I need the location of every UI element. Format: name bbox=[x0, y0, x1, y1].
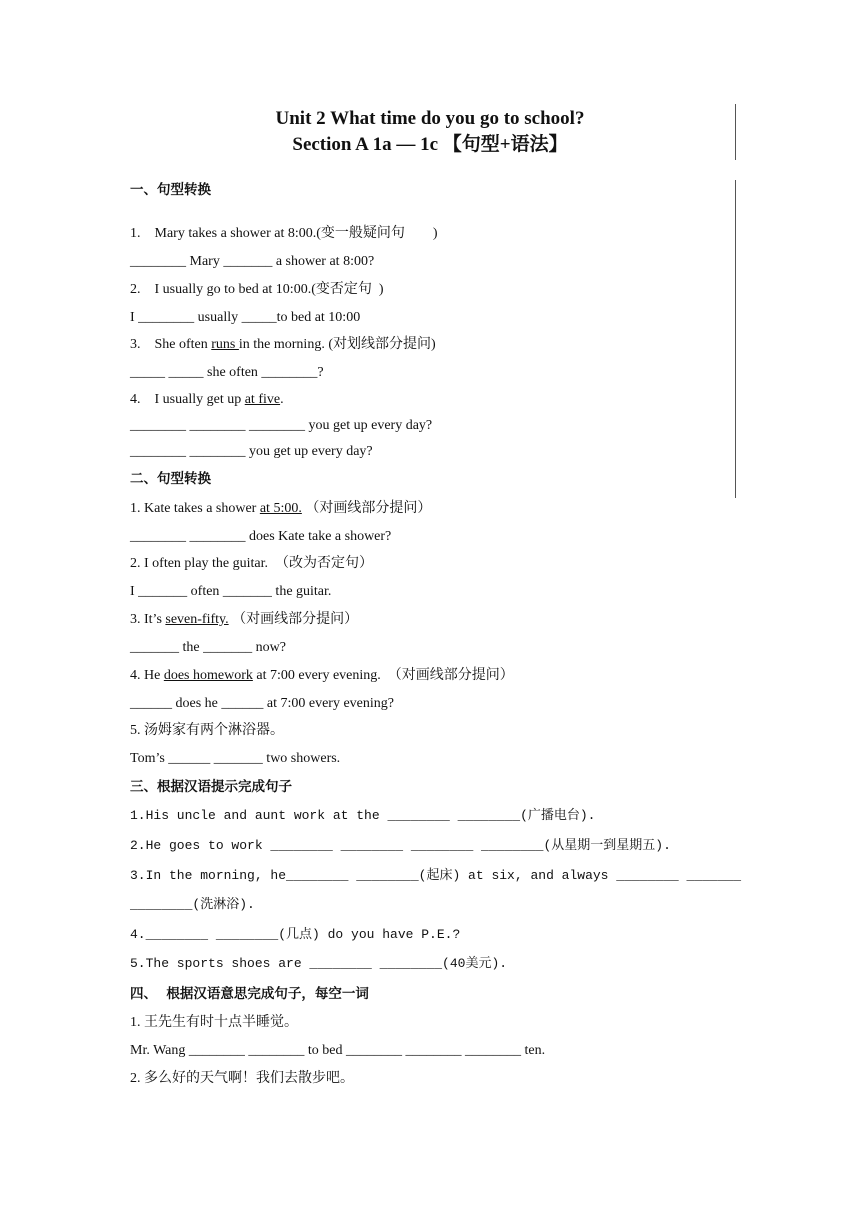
question-1-1: 1. Mary takes a shower at 8:00.(变一般疑问句 ) bbox=[130, 226, 438, 241]
question-1-3-underlined: runs bbox=[211, 337, 239, 352]
section-heading-1: 一、句型转换 bbox=[130, 182, 211, 198]
answer-1-4a: ________ ________ ________ you get up every day? bbox=[130, 418, 433, 433]
page-title: Unit 2 What time do you go to school? bbox=[275, 108, 585, 129]
question-3-3: 3.In the morning, he________ ________(起床) at six, and always ________ _______ bbox=[130, 868, 742, 883]
answer-1-3: _____ _____ she often ________? bbox=[130, 365, 324, 380]
question-3-3-continued: ________(洗淋浴). bbox=[130, 897, 255, 912]
question-2-1-post: （对画线部分提问） bbox=[301, 501, 432, 516]
answer-1-1: ________ Mary _______ a shower at 8:00? bbox=[130, 254, 375, 269]
question-2-3-pre: 3. It’s bbox=[130, 612, 166, 627]
question-2-3 bbox=[130, 611, 358, 629]
question-3-4: 4.________ ________(几点) do you have P.E.? bbox=[130, 927, 461, 942]
question-1-3 bbox=[130, 336, 436, 354]
section-heading-3: 三、根据汉语提示完成句子 bbox=[130, 779, 292, 795]
question-2-3-underlined: seven-fifty. bbox=[165, 612, 229, 627]
question-2-2: 2. I often play the guitar. （改为否定句） bbox=[130, 556, 374, 571]
question-1-4 bbox=[130, 391, 284, 409]
question-1-4-underlined: at five bbox=[244, 392, 281, 407]
section-heading-2: 二、句型转换 bbox=[130, 471, 211, 487]
question-2-1-pre: 1. Kate takes a shower bbox=[130, 501, 260, 516]
question-1-4-pre: 4. I usually get up bbox=[130, 392, 245, 407]
question-1-3-pre: 3. She often bbox=[130, 337, 212, 352]
answer-2-2: I _______ often _______ the guitar. bbox=[130, 584, 332, 599]
answer-1-2: I ________ usually _____to bed at 10:00 bbox=[130, 310, 361, 325]
question-4-1: 1. 王先生有时十点半睡觉。 bbox=[130, 1015, 298, 1030]
question-2-4-pre: 4. He bbox=[130, 668, 164, 683]
question-2-1 bbox=[130, 500, 431, 518]
question-1-4-post: . bbox=[280, 392, 284, 407]
question-3-1: 1.His uncle and aunt work at the ________ ________(广播电台). bbox=[130, 808, 596, 823]
question-2-4-underlined: does homework bbox=[163, 668, 253, 683]
question-3-5: 5.The sports shoes are ________ ________(40美元). bbox=[130, 956, 508, 971]
question-1-2: 2. I usually go to bed at 10:00.(变否定句 ) bbox=[130, 282, 384, 297]
question-2-5: 5. 汤姆家有两个淋浴器。 bbox=[130, 723, 284, 738]
margin-bar-main bbox=[735, 180, 736, 498]
answer-2-5: Tom’s ______ _______ two showers. bbox=[130, 751, 341, 766]
question-1-3-post: in the morning. (对划线部分提问) bbox=[238, 337, 436, 352]
answer-2-4: ______ does he ______ at 7:00 every evening? bbox=[130, 696, 394, 711]
section-heading-4: 四、 根据汉语意思完成句子，每空一词 bbox=[130, 986, 369, 1002]
answer-1-4b: ________ ________ you get up every day? bbox=[130, 444, 373, 459]
question-2-1-underlined: at 5:00. bbox=[259, 501, 302, 516]
question-3-2: 2.He goes to work ________ ________ ________ ________(从星期一到星期五). bbox=[130, 838, 671, 853]
answer-4-1: Mr. Wang ________ ________ to bed ________ ________ ________ ten. bbox=[130, 1043, 546, 1058]
page-subtitle: Section A 1a — 1c 【句型+语法】 bbox=[292, 134, 568, 155]
question-2-4-post: at 7:00 every evening. （对画线部分提问） bbox=[252, 668, 514, 683]
answer-2-1: ________ ________ does Kate take a shower? bbox=[130, 529, 392, 544]
question-2-4 bbox=[130, 667, 514, 685]
answer-2-3: _______ the _______ now? bbox=[130, 640, 286, 655]
question-2-3-post: （对画线部分提问） bbox=[228, 612, 359, 627]
question-4-2: 2. 多么好的天气啊！我们去散步吧。 bbox=[130, 1071, 354, 1086]
